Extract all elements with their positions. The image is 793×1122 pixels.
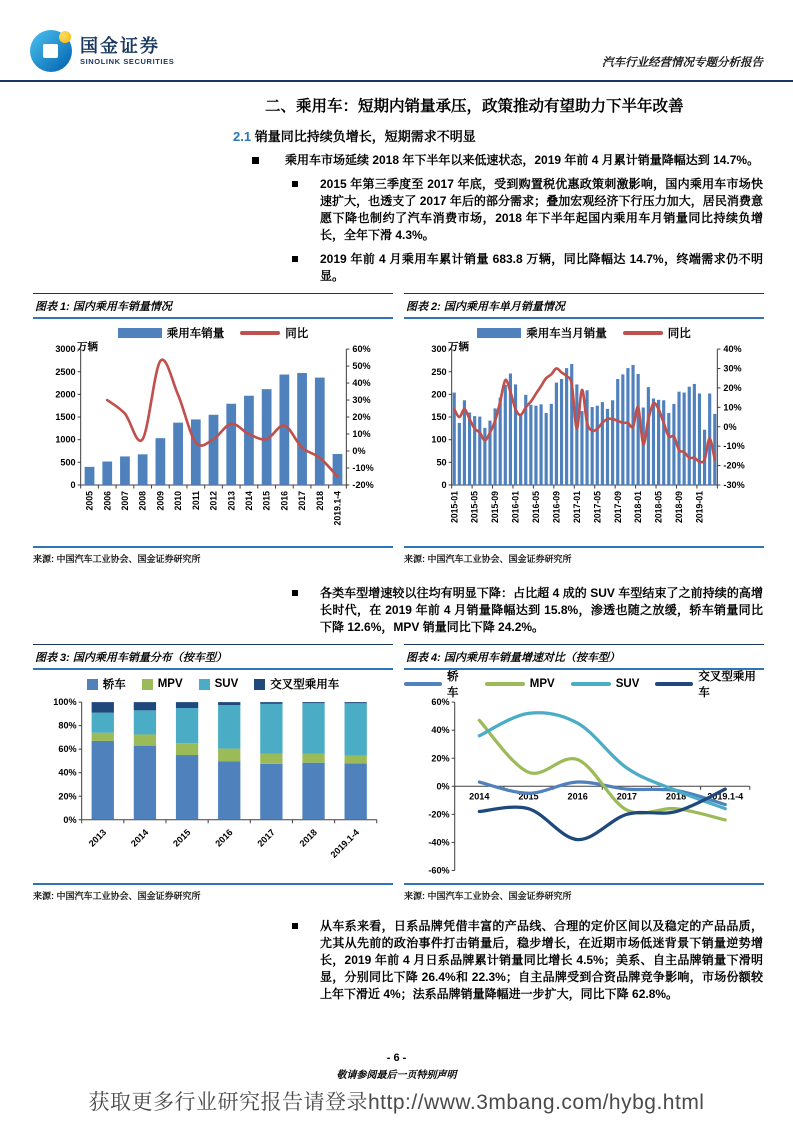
svg-text:-20%: -20% [352,480,374,491]
legend-label: 乘用车当月销量 [526,328,607,341]
svg-text:50: 50 [436,457,447,468]
svg-text:0%: 0% [436,781,450,792]
svg-text:2019.1-4: 2019.1-4 [707,791,744,802]
svg-text:-60%: -60% [428,865,450,876]
svg-text:0: 0 [441,480,447,491]
svg-text:100%: 100% [53,697,77,708]
svg-text:200: 200 [431,389,447,400]
figure-1-chart [33,343,393,544]
svg-text:2014: 2014 [469,791,490,802]
svg-text:20%: 20% [352,412,371,423]
svg-text:30%: 30% [723,363,742,374]
legend-item [142,678,183,690]
svg-text:2015: 2015 [518,791,539,802]
svg-text:2015: 2015 [261,491,272,511]
legend-label: MPV [529,678,555,691]
svg-text:2017-05: 2017-05 [592,491,603,524]
svg-text:0%: 0% [723,421,737,432]
bullet-2015-2017 [292,176,763,244]
svg-text:-30%: -30% [723,480,745,491]
figure-4-source: 来源: 中国汽车工业协会、国金证券研究所 [404,883,764,902]
bullet-square-icon [252,157,259,164]
bullet-square-icon [292,590,298,596]
svg-text:2018-05: 2018-05 [653,491,664,524]
svg-text:150: 150 [431,412,447,423]
svg-text:60%: 60% [352,344,371,355]
legend-label: 交叉型乘用车 [270,679,340,692]
figure-4-title: 图表 4: 国内乘用车销量增速对比（按车型） [404,644,764,670]
svg-text:40%: 40% [431,725,450,736]
svg-text:2008: 2008 [137,491,148,511]
svg-text:2017: 2017 [297,491,308,511]
svg-text:-20%: -20% [723,460,745,471]
svg-text:2018: 2018 [314,491,325,511]
svg-text:50%: 50% [352,361,371,372]
line-swatch-icon [655,682,693,686]
svg-text:10%: 10% [352,429,371,440]
watermark-text: 获取更多行业研究报告请登录http://www.3mbang.com/hybg.html [88,1091,705,1114]
legend-item [477,325,607,341]
legend-label: SUV [615,678,640,691]
figure-3-legend [33,674,393,694]
bullet-square-icon [292,181,298,187]
bullet-text: 各类车型增速较以往均有明显下降：占比超 4 成的 SUV 车型结束了之前持续的高增长时代，在 2019 年前 4 月销量降幅达到 15.8%，渗透也随之放缓，轿车销量同比下降 12.6%，MPV 销量同比下降 24.2%。 [320,586,763,635]
legend-label: 轿车 [446,671,459,700]
subsection-number: 2.1 [233,129,252,144]
page-number: - 6 - [386,1052,407,1064]
svg-text:2013: 2013 [86,827,109,849]
bullet-text: 2019 年前 4 月乘用车累计销量 683.8 万辆，同比降幅达 14.7%，终端需求仍不明显。 [320,252,763,284]
svg-text:2014: 2014 [243,491,254,511]
subsection-text: 销量同比持续负增长，短期需求不明显 [254,129,476,144]
legend-item [199,678,239,690]
report-type-label: 汽车行业经营情况专题分析报告 [602,57,763,69]
figure-2 [404,293,764,565]
bullet-square-icon [292,923,298,929]
legend-label: MPV [157,678,183,691]
svg-text:-10%: -10% [352,463,374,474]
legend-item [485,678,555,690]
page-body [0,94,793,1003]
bullet-text: 2015 年第三季度至 2017 年底，受到购置税优惠政策刺激影响，国内乘用车市场快速扩大，也透支了 2017 年后的部分需求；叠加宏观经济下行压力加大，居民消费意愿下降也制约了汽车消费市场，2018 年下半年起国内乘用车月销量同比持续负增长，全年下滑 4.3%。 [320,177,763,243]
legend-label: 同比 [667,328,691,341]
svg-text:2015: 2015 [171,827,193,849]
legend-label: 轿车 [102,679,126,692]
svg-text:0: 0 [70,480,76,491]
svg-text:2006: 2006 [102,491,113,511]
svg-text:0%: 0% [352,446,366,457]
svg-text:2019-01: 2019-01 [694,491,705,524]
figure-row-1 [33,293,763,565]
bullet-vehicle-types [292,585,763,636]
legend-label: SUV [214,678,239,691]
figure-1-title: 图表 1: 国内乘用车销量情况 [33,293,393,319]
legend-item [118,325,225,341]
legend-item [87,676,126,692]
svg-text:20%: 20% [58,791,77,802]
bar-swatch-icon [477,328,521,338]
figure-4-body [404,670,764,881]
figure-2-title: 图表 2: 国内乘用车单月销量情况 [404,293,764,319]
svg-text:10%: 10% [723,402,742,413]
svg-text:2015-09: 2015-09 [490,491,501,524]
svg-text:60%: 60% [58,744,77,755]
svg-text:2016: 2016 [279,491,290,511]
figure-2-chart [404,343,764,544]
svg-text:60%: 60% [431,697,450,708]
svg-text:2017: 2017 [255,827,277,849]
bar-swatch-icon [118,328,162,338]
svg-text:2017-01: 2017-01 [571,491,582,524]
svg-text:0%: 0% [63,814,77,825]
legend-label: 交叉型乘用车 [698,671,756,700]
brand-name-en: SINOLINK SECURITIES [80,56,175,66]
axis-unit-label: 万辆 [77,341,98,354]
svg-text:2018: 2018 [665,791,687,802]
figure-4-legend [404,671,764,700]
svg-text:2014: 2014 [128,827,151,849]
figure-3-source: 来源: 中国汽车工业协会、国金证券研究所 [33,883,393,902]
brand-text [80,37,174,66]
bullet-brand-analysis [292,918,763,1003]
legend-item [254,676,339,692]
figure-3-chart [33,694,393,881]
svg-text:2012: 2012 [208,491,219,511]
line-swatch-icon [571,682,611,686]
legend-item [623,325,691,341]
svg-text:30%: 30% [352,395,371,406]
svg-text:2016-09: 2016-09 [551,491,562,524]
svg-text:2009: 2009 [155,491,166,511]
section-title: 二、乘用车：短期内销量承压，政策推动有望助力下半年改善 [265,98,684,115]
figure-3-body [33,670,393,881]
svg-text:2005: 2005 [84,491,95,511]
svg-text:2018-01: 2018-01 [633,491,644,524]
footer-disclaimer: 敬请参阅最后一页特别声明 [336,1070,457,1081]
figure-3 [33,644,393,902]
svg-text:1000: 1000 [55,434,76,445]
bullet-text: 从车系来看，日系品牌凭借丰富的产品线、合理的定价区间以及稳定的产品品质，尤其从先前的政治事件打击销量后，稳步增长，在近期市场低迷背景下销量逆势增长，2019 年前 4 月日系品牌累计销量同比增长 4.5%；美系、自主品牌销量下滑明显，分别同比下降 26.4%和 22.3%；自主品牌受到合资品牌竞争影响，市场份额较上年下滑近 4%；法系品牌销量降幅进一步扩大，同比下降 62.8%。 [320,918,763,1001]
figure-2-body [404,319,764,544]
svg-text:2019.1-4: 2019.1-4 [328,827,362,860]
bullet-square-icon [292,256,298,262]
legend-item [240,325,308,341]
svg-text:250: 250 [431,366,447,377]
logo-square-icon [43,44,58,58]
svg-text:40%: 40% [58,767,77,778]
figure-2-source: 来源: 中国汽车工业协会、国金证券研究所 [404,546,764,565]
sinolink-logo-icon [30,30,72,72]
svg-text:2018-09: 2018-09 [674,491,685,524]
svg-text:2010: 2010 [173,491,184,511]
svg-text:300: 300 [431,344,447,355]
svg-text:20%: 20% [431,753,450,764]
axis-unit-label: 万辆 [448,341,469,354]
bullet-market-trend [252,152,763,169]
figure-3-title: 图表 3: 国内乘用车销量分布（按车型） [33,644,393,670]
line-swatch-icon [240,331,280,335]
svg-text:40%: 40% [723,344,742,355]
subsection-title [233,126,763,145]
svg-text:1500: 1500 [55,412,76,423]
svg-text:2017-09: 2017-09 [612,491,623,524]
svg-text:100: 100 [431,434,447,445]
figure-1-body [33,319,393,544]
figure-4 [404,644,764,902]
svg-text:2019.1-4: 2019.1-4 [332,491,343,526]
svg-text:2007: 2007 [119,491,130,511]
square-swatch-icon [254,679,265,690]
svg-text:-10%: -10% [723,441,745,452]
figure-1-source: 来源: 中国汽车工业协会、国金证券研究所 [33,546,393,565]
svg-text:2016: 2016 [213,827,235,849]
svg-text:2017: 2017 [616,791,637,802]
line-swatch-icon [623,331,663,335]
square-swatch-icon [87,679,98,690]
page-header [0,0,793,82]
svg-text:-40%: -40% [428,837,450,848]
legend-item [404,668,469,700]
legend-item [571,678,640,690]
brand-name-cn: 国金证券 [80,35,160,56]
square-swatch-icon [199,679,210,690]
svg-text:2015-05: 2015-05 [469,491,480,524]
svg-text:2016-05: 2016-05 [531,491,542,524]
figure-row-2 [33,644,763,902]
page-footer [0,1052,793,1116]
svg-text:2500: 2500 [55,366,76,377]
line-swatch-icon [404,682,442,686]
svg-text:20%: 20% [723,383,742,394]
line-swatch-icon [485,682,525,686]
square-swatch-icon [142,679,153,690]
svg-text:2016-01: 2016-01 [510,491,521,524]
svg-text:2013: 2013 [226,491,237,511]
logo-dot-icon [59,31,71,43]
bullet-2019-sales [292,251,763,285]
svg-text:2015-01: 2015-01 [449,491,460,524]
svg-text:-20%: -20% [428,809,450,820]
legend-label: 乘用车销量 [166,328,225,341]
svg-text:40%: 40% [352,378,371,389]
svg-text:80%: 80% [58,720,77,731]
svg-text:3000: 3000 [55,344,76,355]
svg-text:500: 500 [60,457,76,468]
svg-text:2000: 2000 [55,389,76,400]
svg-text:2016: 2016 [567,791,588,802]
svg-text:2011: 2011 [190,491,201,511]
legend-label: 同比 [285,328,309,341]
bullet-text: 乘用车市场延续 2018 年下半年以来低速状态，2019 年前 4 月累计销量降幅达到 14.7%。 [285,153,760,167]
figure-4-chart [404,694,764,881]
svg-text:2018: 2018 [297,827,320,849]
figure-1 [33,293,393,565]
legend-item [655,668,764,700]
